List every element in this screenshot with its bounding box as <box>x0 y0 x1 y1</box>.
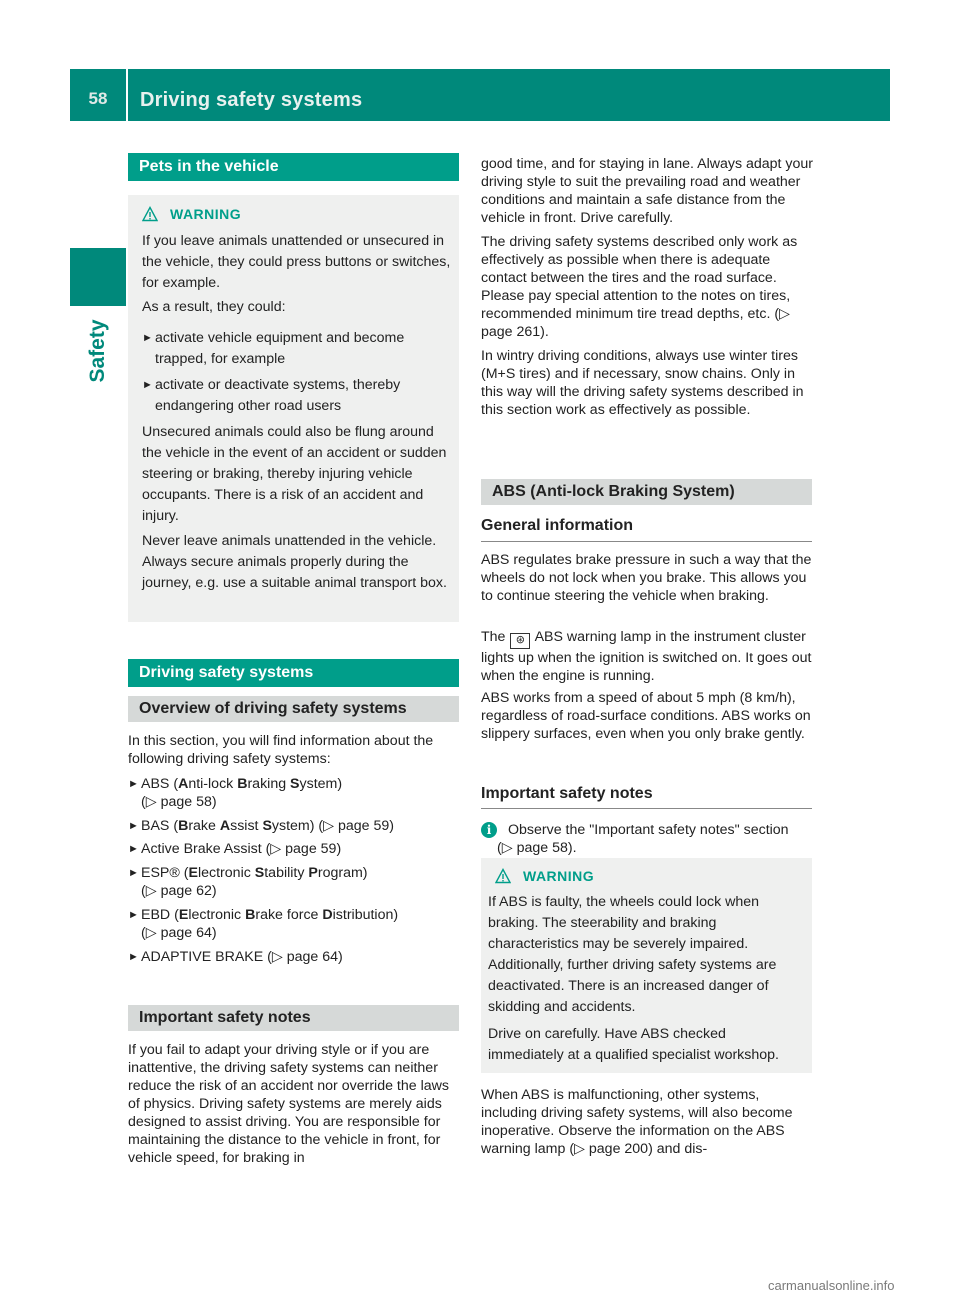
section-title-dss: Driving safety systems <box>128 659 459 687</box>
heading-general-information: General information <box>481 517 634 534</box>
section-title-abs: ABS (Anti-lock Braking System) <box>481 479 812 505</box>
page-title: Driving safety systems <box>140 89 363 111</box>
bullet-icon: ► <box>128 820 139 832</box>
safety-notes-text: If you fail to adapt your driving style or if you are inattentive, the driving safety systems can neither reduce the risk of an accident nor override the laws of physics. Driving safety systems are merely aids designed to assist driving. You are responsible for maintaining the distance to the vehicle in front, for vehicle speed, for braking in <box>128 1042 449 1166</box>
list-item: ► activate vehicle equipment and become trapped, for example <box>142 330 405 367</box>
warning-label: WARNING <box>523 868 595 884</box>
abs-warning-text-2: Drive on carefully. Have ABS checked immediately at a qualified specialist workshop. <box>488 1026 779 1063</box>
page-link[interactable]: ADAPTIVE BRAKE (▷ page 64) <box>141 949 343 965</box>
warning-text-4: Never leave animals unattended in the vehicle. Always secure animals properly during the journey, e.g. use a suitable animal transport box. <box>142 533 447 591</box>
page-link[interactable]: (▷ page 58) <box>141 794 217 810</box>
page-link[interactable]: ystem) (▷ page 59) <box>271 818 394 834</box>
side-label-text: Safety <box>86 319 109 383</box>
list-item: ► EBD (Electronic Brake force Distribution) (▷ page 64) <box>128 907 399 941</box>
list-item: ► BAS (Brake Assist System) (▷ page 59) <box>128 818 394 834</box>
bullet-icon: ► <box>128 867 139 879</box>
subsection-title-overview: Overview of driving safety systems <box>128 696 459 722</box>
header-divider <box>126 69 128 121</box>
subsection-title-safety: Important safety notes <box>128 1005 459 1031</box>
page-link[interactable]: (▷ page 62) <box>141 883 217 899</box>
warning-triangle-icon <box>495 868 511 884</box>
bullet-icon: ► <box>128 778 139 790</box>
heading-rule <box>481 541 812 542</box>
list-item <box>128 948 459 968</box>
list-item <box>128 840 459 860</box>
overview-intro: In this section, you will find information about the following driving safety systems: <box>128 733 434 767</box>
continued-text-2: The driving safety systems described only work as effectively as possible when there is adequate contact between the tires and the road surface. Please pay special attention to the notes on tires, recommended minimum tire tread depths, etc. (▷ page 261). <box>481 234 798 340</box>
warning-text-3: Unsecured animals could also be flung around the vehicle in the event of an accident or sudden steering or braking, thereby injuring vehicle occupants. There is a risk of an accident and injury. <box>142 424 447 524</box>
list-item: ► ESP® (Electronic Stability Program) (▷ page 62) <box>128 865 368 899</box>
warning-text-2: As a result, they could: <box>142 299 286 315</box>
abs-general-text-2: The ⊛ ABS warning lamp in the instrument cluster lights up when the ignition is switched on. It goes out when the engine is running. <box>481 629 812 684</box>
bullet-icon: ► <box>128 951 139 963</box>
bullet-icon: ► <box>142 379 153 391</box>
watermark: carmanualsonline.info <box>768 1278 895 1293</box>
warning-triangle-icon <box>142 206 158 222</box>
abs-warning-text-1: If ABS is faulty, the wheels could lock when braking. The steerability and braking characteristics may be severely impaired. Additionally, further driving safety systems are deactivated. There is an increased danger of skidding and accidents. <box>488 894 777 1015</box>
bullet-icon: ► <box>128 909 139 921</box>
bullet-icon: ► <box>142 332 153 344</box>
list-item: ► ABS (Anti-lock Braking System) (▷ page 58) <box>128 776 343 810</box>
continued-text-1: good time, and for staying in lane. Always adapt your driving style to suit the prevailing road and weather conditions and maintain a safe distance from the vehicle in front. Drive carefully. <box>481 156 814 226</box>
abs-malfunction-text: When ABS is malfunctioning, other systems, including driving safety systems, will also become inoperative. Observe the information on the ABS warning lamp (▷ page 200) and dis- <box>481 1087 793 1157</box>
page-number: 58 <box>88 89 108 108</box>
bullet-icon: ► <box>128 843 139 855</box>
warning-text-1: If you leave animals unattended or unsecured in the vehicle, they could press buttons or switches, for example. <box>142 233 451 291</box>
list-item: ► activate or deactivate systems, thereby endangering other road users <box>142 377 401 414</box>
side-section-label <box>70 306 126 396</box>
page-link[interactable]: (▷ page 64) <box>141 925 217 941</box>
heading-rule <box>481 808 812 809</box>
info-note-text: Observe the "Important safety notes" section (▷ page 58). <box>497 822 789 856</box>
section-title-pets: Pets in the vehicle <box>128 153 459 181</box>
heading-important-safety-notes: Important safety notes <box>481 785 653 802</box>
page-link[interactable]: Active Brake Assist (▷ page 59) <box>141 841 342 857</box>
warning-label: WARNING <box>170 206 242 222</box>
continued-text-3: In wintry driving conditions, always use winter tires (M+S tires) and if necessary, snow chains. Only in this way will the driving safety systems described in this section work as effectively as possible. <box>481 348 804 418</box>
abs-warning-lamp-icon: ⊛ <box>510 633 530 649</box>
abs-general-text-1: ABS regulates brake pressure in such a way that the wheels do not lock when you brake. This allows you to continue steering the vehicle when braking. <box>481 552 812 604</box>
abs-general-text-3: ABS works from a speed of about 5 mph (8 km/h), regardless of road-surface conditions. ABS works on slippery surfaces, even when you only brake gently. <box>481 690 811 742</box>
side-tab-marker <box>70 248 126 306</box>
info-icon: i <box>481 822 497 838</box>
